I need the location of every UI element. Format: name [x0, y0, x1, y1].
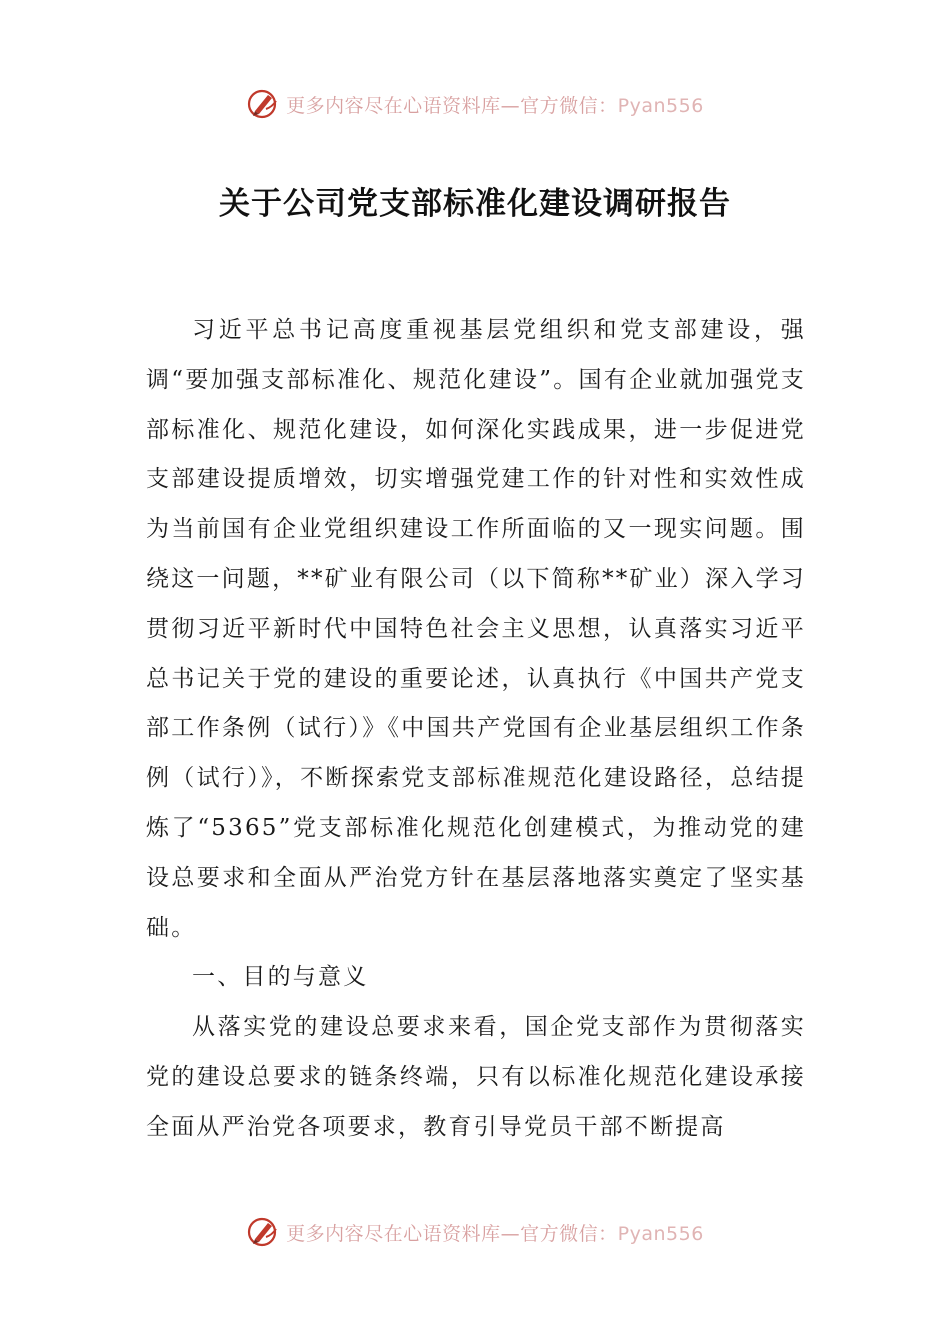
header-watermark	[0, 84, 950, 124]
document-title: 关于公司党支部标准化建设调研报告	[219, 186, 731, 222]
watermark-wechat-id: Pyan556	[617, 1222, 704, 1245]
watermark-text	[286, 1219, 704, 1246]
document-body	[146, 306, 806, 1153]
pen-logo-icon	[246, 1215, 280, 1249]
watermark-text	[286, 91, 704, 118]
watermark-wechat-id: Pyan556	[617, 94, 704, 117]
section-paragraph: 从落实党的建设总要求来看，国企党支部作为贯彻落实党的建设总要求的链条终端，只有以标准化规范化建设承接全面从严治党各项要求，教育引导党员干部不断提高	[146, 1014, 806, 1140]
section-heading: 一、目的与意义	[192, 964, 369, 991]
watermark-label: 更多内容尽在心语资料库—官方微信：	[286, 1222, 618, 1245]
footer-watermark	[0, 1212, 950, 1252]
pen-logo-icon	[246, 87, 280, 121]
intro-paragraph: 习近平总书记高度重视基层党组织和党支部建设，强调“要加强支部标准化、规范化建设”。国有企业就加强党支部标准化、规范化建设，如何深化实践成果，进一步促进党支部建设提质增效，切实增强党建工作的针对性和实效性成为当前国有企业党组织建设工作所面临的又一现实问题。围绕这一问题，**矿业有限公司（以下简称**矿业）深入学习贯彻习近平新时代中国特色社会主义思想，认真落实习近平总书记关于党的建设的重要论述，认真执行《中国共产党支部工作条例（试行）》《中国共产党国有企业基层组织工作条例（试行）》，不断探索党支部标准规范化建设路径，总结提炼了“5365”党支部标准化规范化创建模式，为推动党的建设总要求和全面从严治党方针在基层落地落实奠定了坚实基础。	[146, 317, 806, 941]
watermark-label: 更多内容尽在心语资料库—官方微信：	[286, 94, 618, 117]
